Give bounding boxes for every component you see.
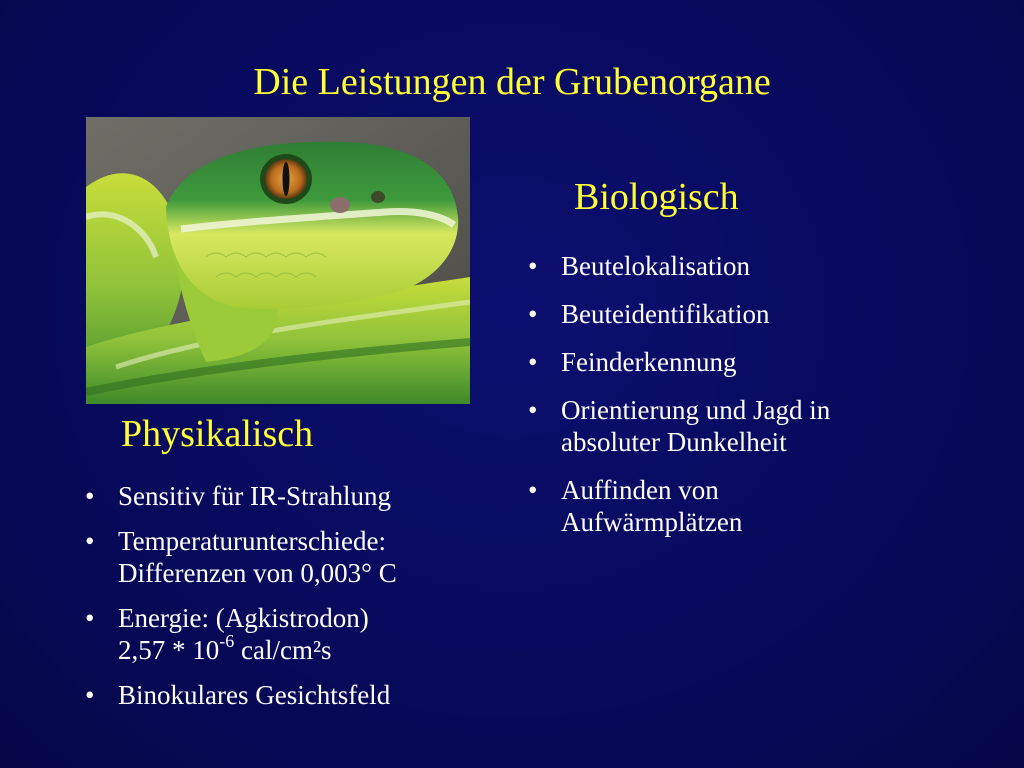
list-item-text: Feinderkennung [561, 347, 737, 377]
snake-photo [86, 117, 470, 404]
list-item-text: Auffinden von [561, 475, 719, 505]
list-item [520, 250, 940, 282]
list-item [520, 394, 940, 458]
biologisch-heading: Biologisch [574, 176, 739, 218]
green-pit-viper-photo-icon [86, 117, 470, 404]
bullet-icon: • [85, 680, 95, 710]
list-item-text: Binokulares Gesichtsfeld [118, 680, 391, 710]
list-item-text: Energie: (Agkistrodon) [118, 603, 369, 633]
list-item [77, 679, 497, 711]
list-item-text: absoluter Dunkelheit [561, 427, 787, 457]
bullet-icon: • [85, 603, 95, 633]
bullet-icon: • [528, 251, 538, 281]
list-item [77, 525, 497, 589]
bullet-icon: • [528, 299, 538, 329]
list-item-text: Aufwärmplätzen [561, 507, 743, 537]
list-item [77, 602, 497, 666]
bullet-icon: • [528, 395, 538, 425]
slide-title: Die Leistungen der Grubenorgane [253, 61, 771, 103]
bullet-icon: • [528, 475, 538, 505]
list-item-text: Sensitiv für IR-Strahlung [118, 481, 391, 511]
exponent: -6 [219, 631, 235, 651]
list-item [520, 298, 940, 330]
list-item-text: Temperaturunterschiede: [118, 526, 386, 556]
bullet-icon: • [85, 481, 95, 511]
bullet-icon: • [528, 347, 538, 377]
list-item [77, 480, 497, 512]
list-item-text: cal/cm²s [234, 635, 332, 665]
physikalisch-heading: Physikalisch [121, 413, 314, 455]
physikalisch-list [77, 480, 497, 724]
list-item-text: 2,57 * 10 [118, 635, 220, 665]
list-item-text: Beutelokalisation [561, 251, 750, 281]
list-item-text: Beuteidentifikation [561, 299, 770, 329]
list-item [520, 474, 940, 538]
list-item-text: Orientierung und Jagd in [561, 395, 831, 425]
bullet-icon: • [85, 526, 95, 556]
list-item-text: Differenzen von 0,003° C [118, 558, 397, 588]
biologisch-list [520, 250, 940, 554]
list-item [520, 346, 940, 378]
